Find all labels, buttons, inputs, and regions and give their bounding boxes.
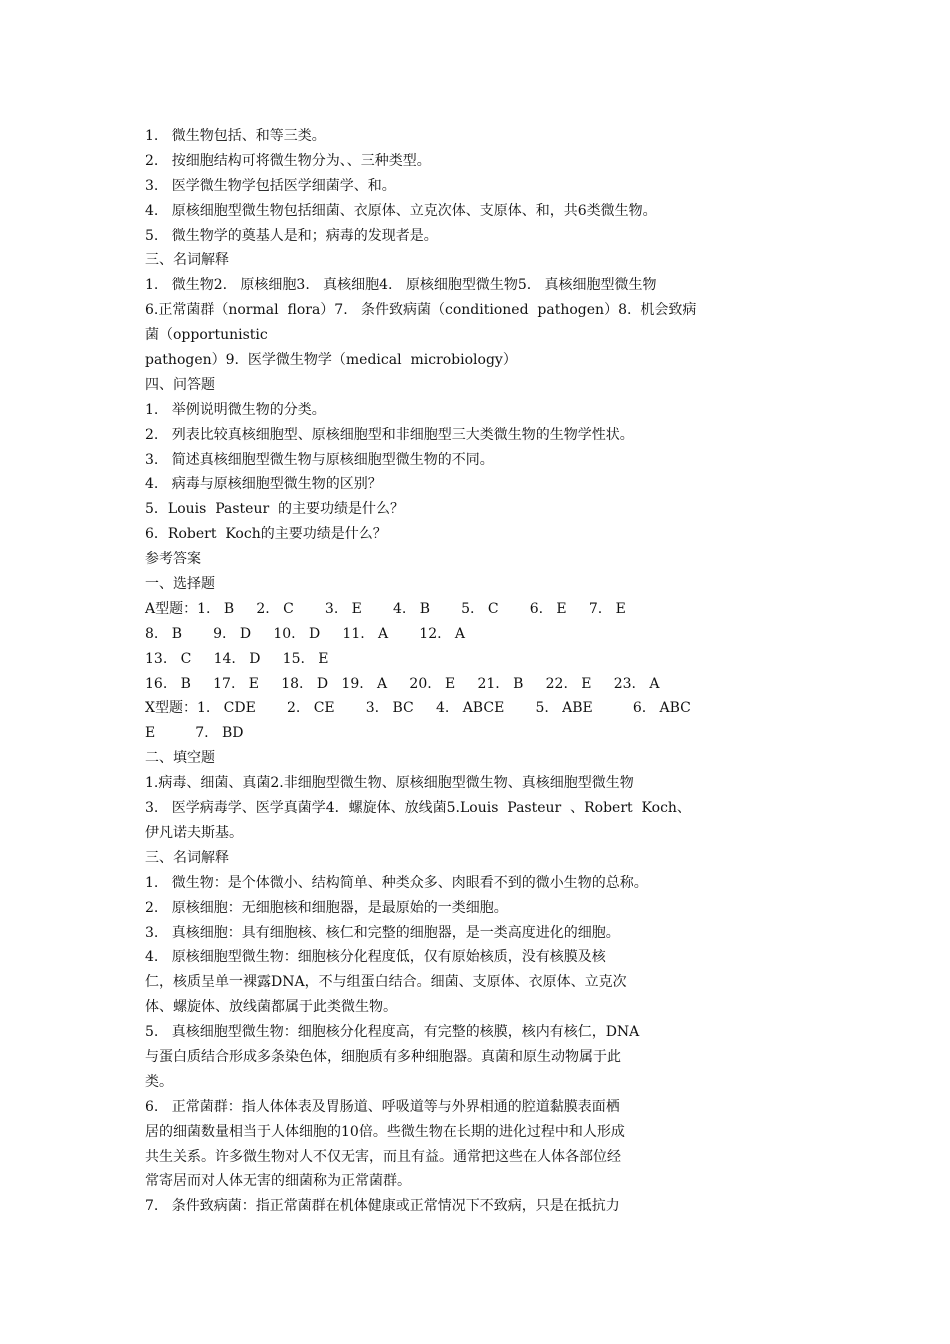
text-line: 4. 原核细胞型微生物包括细菌、衣原体、立克次体、支原体、和，共6类微生物。 bbox=[145, 202, 657, 219]
text-line: 常寄居而对人体无害的细菌称为正常菌群。 bbox=[145, 1173, 411, 1190]
text-line: 2. 列表比较真核细胞型、原核细胞型和非细胞型三大类微生物的生物学性状。 bbox=[145, 426, 634, 443]
text-line: 4. 原核细胞型微生物：细胞核分化程度低，仅有原始核质，没有核膜及核 bbox=[145, 949, 606, 966]
text-line: 菌（opportunistic bbox=[145, 327, 268, 344]
text-line: 二、填空题 bbox=[145, 750, 215, 767]
text-line: 5．Louis Pasteur 的主要功绩是什么？ bbox=[145, 501, 405, 518]
text-line: 共生关系。许多微生物对人不仅无害，而且有益。通常把这些在人体各部位经 bbox=[145, 1148, 621, 1165]
text-line: 1. 微生物包括、和等三类。 bbox=[145, 128, 326, 144]
text-line: 5. 真核细胞型微生物：细胞核分化程度高，有完整的核膜，核内有核仁，DNA bbox=[145, 1024, 640, 1041]
text-line: X型题：1. CDE 2. CE 3. BC 4. ABCE 5. ABE 6. ABC bbox=[145, 700, 691, 717]
text-line: 7. 条件致病菌：指正常菌群在机体健康或正常情况下不致病，只是在抵抗力 bbox=[145, 1198, 620, 1215]
text-line: 伊凡诺夫斯基。 bbox=[145, 824, 243, 841]
text-line: 1. 微生物：是个体微小、结构简单、种类众多、肉眼看不到的微小生物的总称。 bbox=[145, 874, 648, 891]
text-line: 仁，核质呈单一裸露DNA，不与组蛋白结合。细菌、支原体、衣原体、立克次 bbox=[145, 974, 627, 991]
text-line: 4. 病毒与原核细胞型微生物的区别？ bbox=[145, 476, 382, 493]
text-line: 5. 微生物学的奠基人是和；病毒的发现者是。 bbox=[145, 227, 438, 244]
text-line: 居的细菌数量相当于人体细胞的10倍。些微生物在长期的进化过程中和人形成 bbox=[145, 1123, 625, 1140]
text-line: 6.正常菌群（normal flora）7. 条件致病菌（conditioned pathogen）8. 机会致病 bbox=[145, 302, 697, 319]
text-line: 四、问答题 bbox=[145, 376, 215, 393]
text-line: 体、螺旋体、放线菌都属于此类微生物。 bbox=[145, 999, 397, 1016]
text-line: 与蛋白质结合形成多条染色体，细胞质有多种细胞器。真菌和原生动物属于此 bbox=[145, 1048, 621, 1065]
text-line: 3. 医学病毒学、医学真菌学4．螺旋体、放线菌5.Louis Pasteur 、Robert Koch、 bbox=[145, 800, 691, 817]
text-line: 6．Robert Koch的主要功绩是什么？ bbox=[145, 526, 387, 543]
text-line: 1.病毒、细菌、真菌2.非细胞型微生物、原核细胞型微生物、真核细胞型微生物 bbox=[145, 775, 634, 792]
text-line: 3. 简述真核细胞型微生物与原核细胞型微生物的不同。 bbox=[145, 451, 494, 468]
text-line: pathogen）9. 医学微生物学（medical microbiology） bbox=[145, 352, 517, 369]
text-line: 一、选择题 bbox=[145, 576, 215, 593]
text-line: 13. C 14. D 15. E bbox=[145, 650, 329, 667]
text-line: 1. 微生物2. 原核细胞3. 真核细胞4. 原核细胞型微生物5. 真核细胞型微生物 bbox=[145, 277, 657, 294]
text-line: 3. 医学微生物学包括医学细菌学、和。 bbox=[145, 177, 396, 194]
text-line: 2. 原核细胞：无细胞核和细胞器，是最原始的一类细胞。 bbox=[145, 899, 508, 916]
text-line: 1. 举例说明微生物的分类。 bbox=[145, 401, 326, 418]
text-line: 2. 按细胞结构可将微生物分为、、三种类型。 bbox=[145, 152, 431, 169]
text-line: 类。 bbox=[145, 1073, 173, 1090]
text-line: 3. 真核细胞：具有细胞核、核仁和完整的细胞器，是一类高度进化的细胞。 bbox=[145, 924, 620, 941]
text-line: 6. 正常菌群：指人体体表及胃肠道、呼吸道等与外界相通的腔道黏膜表面栖 bbox=[145, 1098, 620, 1115]
text-line: 16. B 17. E 18. D 19. A 20. E 21. B 22. E 23. A bbox=[145, 675, 660, 692]
text-line: A型题：1. B 2. C 3. E 4. B 5. C 6. E 7. E bbox=[145, 600, 626, 617]
text-line: 参考答案 bbox=[145, 551, 201, 568]
text-line: 三、名词解释 bbox=[145, 849, 229, 866]
document-body bbox=[145, 124, 825, 1219]
text-line: 三、名词解释 bbox=[145, 252, 229, 269]
text-line: E 7. BD bbox=[145, 725, 244, 742]
text-line: 8. B 9. D 10. D 11. A 12. A bbox=[145, 625, 466, 642]
